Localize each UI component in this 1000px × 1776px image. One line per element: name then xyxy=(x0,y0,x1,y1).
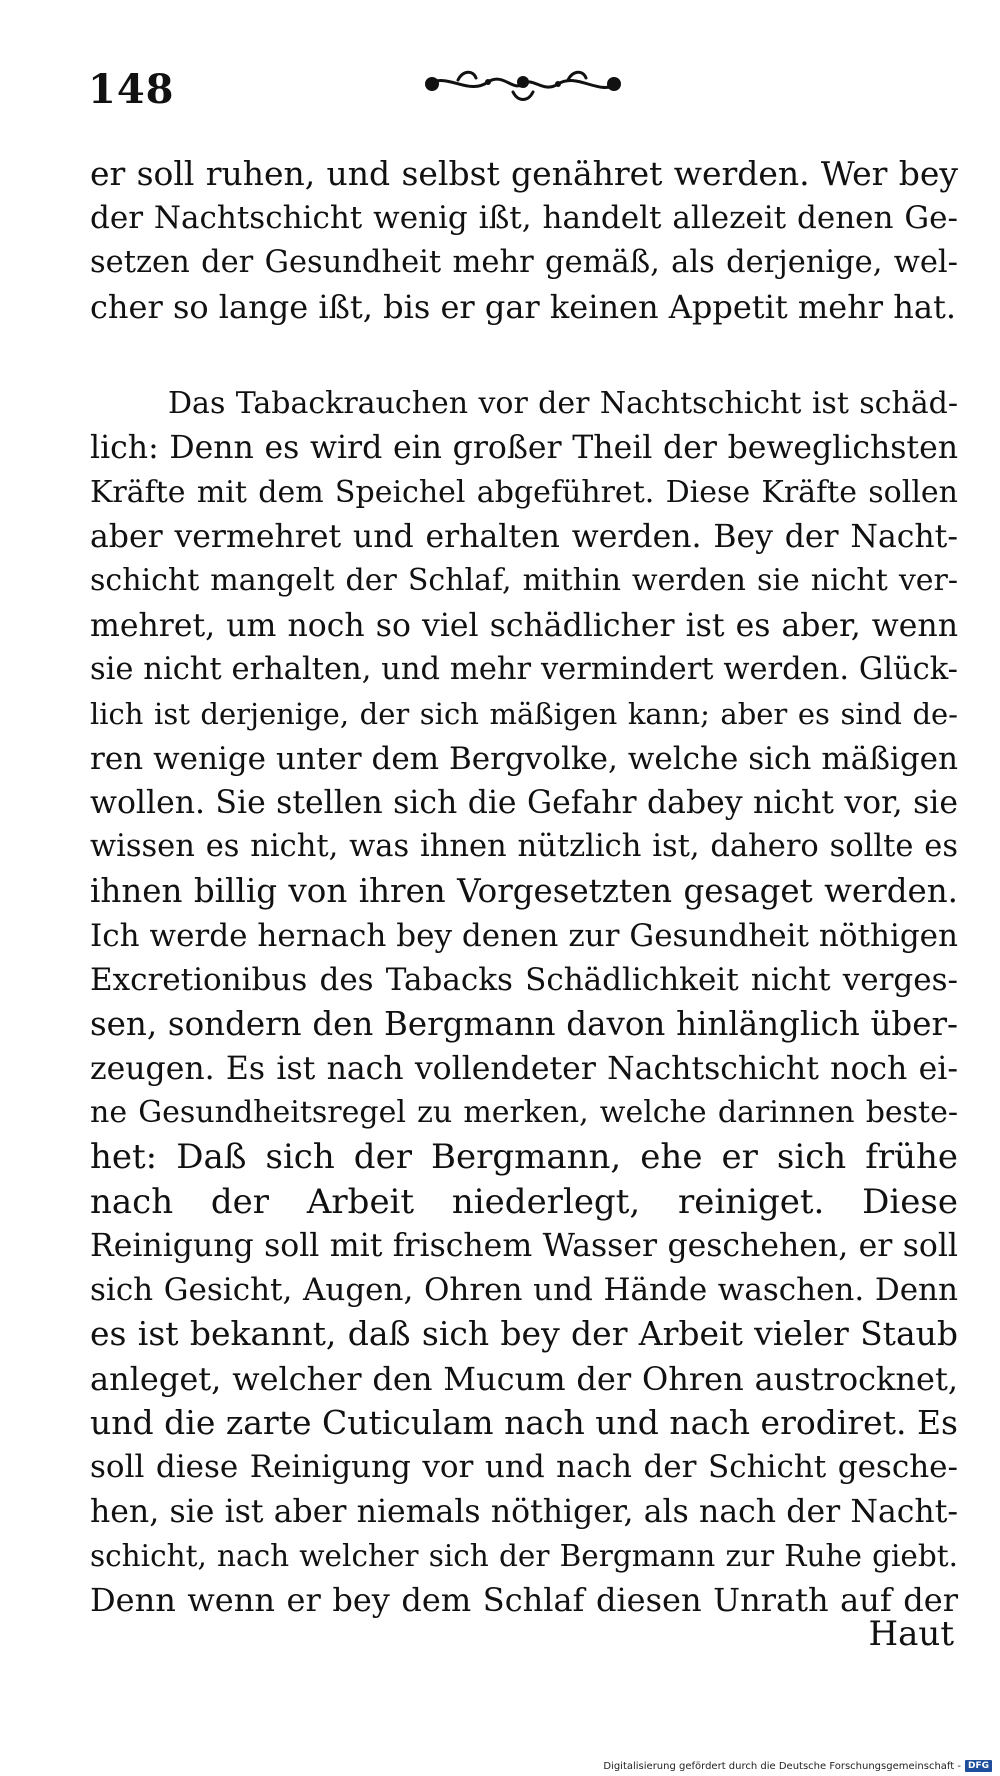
text-line: sie nicht erhalten, und mehr vermindert werden. Glück- xyxy=(90,651,958,687)
paragraph-gap xyxy=(90,329,958,382)
text-line: sen, sondern den Bergmann davon hinlänglich über- xyxy=(90,1005,958,1044)
body-text xyxy=(90,152,958,1623)
dfg-logo: DFG xyxy=(965,1760,992,1772)
text-line: schicht mangelt der Schlaf, mithin werden sie nicht ver- xyxy=(90,563,958,599)
text-line: es ist bekannt, daß sich bey der Arbeit vieler Staub xyxy=(90,1314,958,1354)
text-line: zeugen. Es ist nach vollendeter Nachtschicht noch ei- xyxy=(90,1050,958,1087)
text-line: wollen. Sie stellen sich die Gefahr dabey nicht vor, sie xyxy=(90,784,958,821)
text-line: lich ist derjenige, der sich mäßigen kann; aber es sind de- xyxy=(90,697,958,732)
footer-text: Digitalisierung gefördert durch die Deutsche Forschungsgemeinschaft - xyxy=(603,1760,961,1772)
text-line: schicht, nach welcher sich der Bergmann zur Ruhe giebt. xyxy=(90,1538,958,1573)
page-number: 148 xyxy=(88,66,175,113)
text-line: Ich werde hernach bey denen zur Gesundheit nöthigen xyxy=(90,917,958,954)
digitization-footer xyxy=(603,1760,992,1772)
text-line: ren wenige unter dem Bergvolke, welche sich mäßigen xyxy=(90,740,958,777)
text-line: setzen der Gesundheit mehr gemäß, als derjenige, wel- xyxy=(90,244,958,280)
text-line: hen, sie ist aber niemals nöthiger, als nach der Nacht- xyxy=(90,1493,958,1530)
text-line: het: Daß sich der Bergmann, ehe er sich frühe xyxy=(90,1137,958,1178)
catchword: Haut xyxy=(868,1614,954,1654)
text-line: lich: Denn es wird ein großer Theil der beweglichsten xyxy=(90,430,958,467)
text-line: sich Gesicht, Augen, Ohren und Hände waschen. Denn xyxy=(90,1272,958,1309)
text-line: cher so lange ißt, bis er gar keinen Appetit mehr hat. xyxy=(90,287,956,326)
text-line: Denn wenn er bey dem Schlaf diesen Unrath auf der xyxy=(90,1581,958,1620)
text-line: soll diese Reinigung vor und nach der Schicht gesche- xyxy=(90,1449,958,1486)
text-line: und die zarte Cuticulam nach und nach erodiret. Es xyxy=(90,1403,958,1443)
decorative-vine-ornament-icon xyxy=(418,62,628,106)
text-line: er soll ruhen, und selbst genähret werden. Wer bey xyxy=(90,154,958,193)
text-line: Das Tabackrauchen vor der Nachtschicht ist schäd- xyxy=(168,386,958,422)
text-line: Excretionibus des Tabacks Schädlichkeit nicht verges- xyxy=(90,962,958,999)
text-line: Reinigung soll mit frischem Wasser geschehen, er soll xyxy=(90,1227,958,1264)
paragraph-2 xyxy=(90,382,958,1622)
paragraph-1 xyxy=(90,152,958,329)
text-line: aber vermehret und erhalten werden. Bey der Nacht- xyxy=(90,519,958,556)
text-line: nach der Arbeit niederlegt, reiniget. Diese xyxy=(90,1181,958,1222)
text-line: ihnen billig von ihren Vorgesetzten gesaget werden. xyxy=(90,872,958,911)
text-line: Kräfte mit dem Speichel abgeführet. Diese Kräfte sollen xyxy=(90,474,958,510)
text-line: wissen es nicht, was ihnen nützlich ist, dahero sollte es xyxy=(90,829,958,865)
text-line: der Nachtschicht wenig ißt, handelt allezeit denen Ge- xyxy=(90,200,958,237)
text-line: anleget, welcher den Mucum der Ohren austrocknet, xyxy=(90,1359,958,1398)
text-line: mehret, um noch so viel schädlicher ist es aber, wenn xyxy=(90,607,958,644)
text-line: ne Gesundheitsregel zu merken, welche darinnen beste- xyxy=(90,1094,958,1130)
